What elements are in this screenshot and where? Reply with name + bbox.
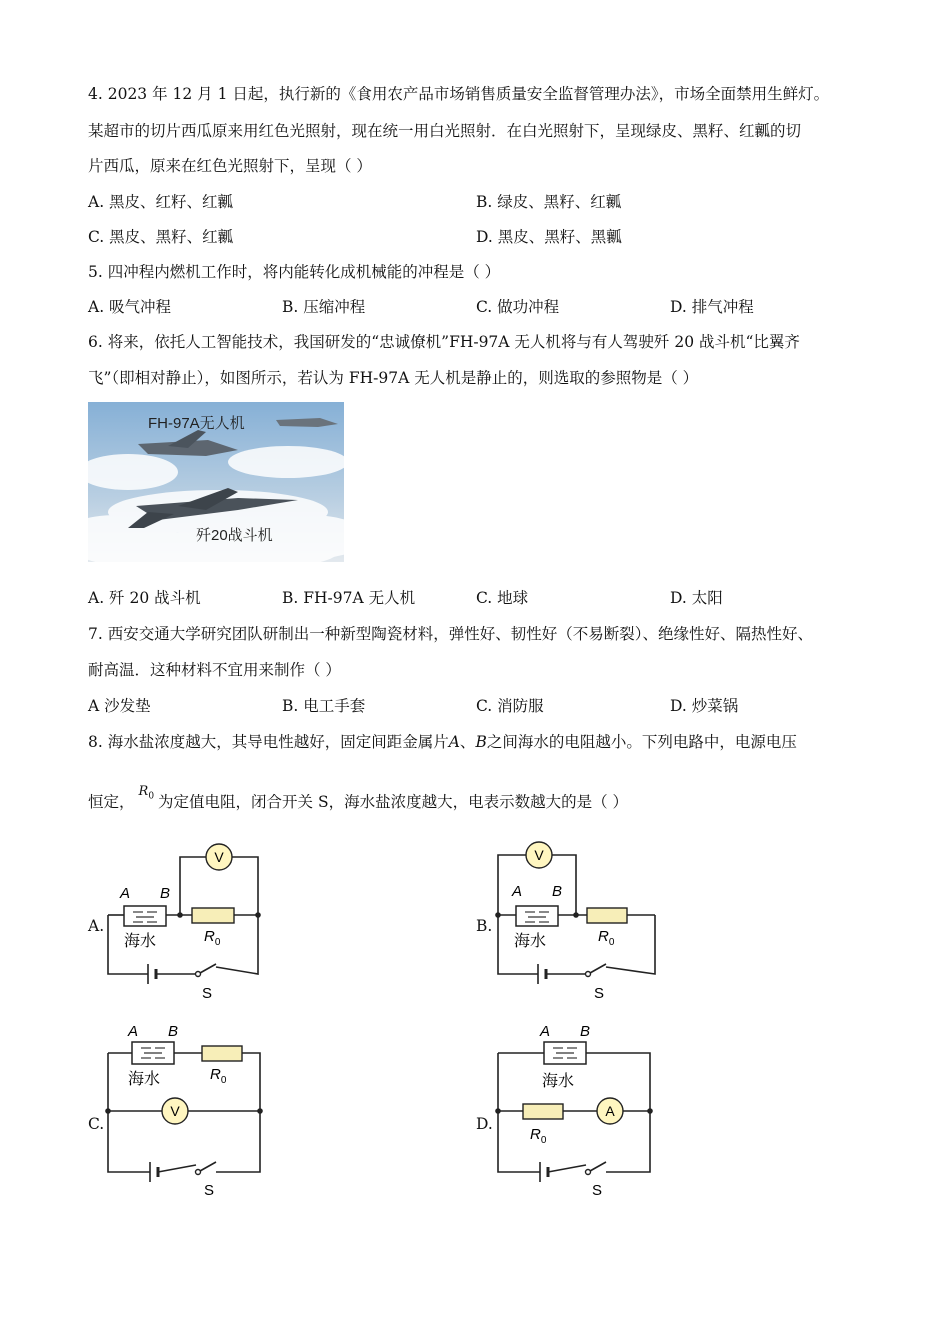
q6-line1: 6. 将来，依托人工智能技术，我国研发的“忠诚僚机”FH-97A 无人机将与有人驾驶歼 20 战斗机“比翼齐 xyxy=(88,333,800,351)
q4-option-d: D. 黑皮、黑籽、黑瓤 xyxy=(476,228,622,246)
q7-line2: 耐高温．这种材料不宜用来制作（ ） xyxy=(88,661,341,679)
q8-separator: 、 xyxy=(459,733,476,751)
q6-option-a: A. 歼 20 战斗机 xyxy=(88,589,201,607)
junction xyxy=(257,1108,263,1114)
q4-option-c: C. 黑皮、黑籽、红瓤 xyxy=(88,228,234,246)
battery xyxy=(540,1162,548,1182)
label-a: A xyxy=(120,885,131,902)
switch-label: S xyxy=(592,1182,603,1198)
q8-var-a: A xyxy=(448,733,460,751)
q4-option-a: A. 黑皮、红籽、红瓤 xyxy=(88,193,234,211)
circuit-c-letter: C. xyxy=(88,1115,105,1133)
label-a: A xyxy=(128,1023,139,1040)
q6-option-b: B. FH-97A 无人机 xyxy=(282,589,416,607)
q4-line1: 4. 2023 年 12 月 1 日起，执行新的《食用农产品市场销售质量安全监督管理办法》，市场全面禁用生鲜灯。 xyxy=(88,85,830,103)
voltmeter-label: V xyxy=(214,849,224,865)
circuit-a xyxy=(100,840,270,1005)
switch-label: S xyxy=(594,985,605,1002)
circuit-b-letter: B. xyxy=(476,917,493,935)
junction xyxy=(647,1108,653,1114)
label-b: B xyxy=(552,883,563,900)
q6-line2: 飞”（即相对静止），如图所示，若认为 FH-97A 无人机是静止的，则选取的参照物是（ ） xyxy=(88,369,699,387)
seawater-label: 海水 xyxy=(124,933,157,950)
seawater-label: 海水 xyxy=(542,1073,575,1090)
label-b: B xyxy=(160,885,171,902)
q8-line2-part1: 恒定， xyxy=(88,793,135,811)
q5-line1: 5. 四冲程内燃机工作时，将内能转化成机械能的冲程是（ ） xyxy=(88,263,501,281)
junction xyxy=(105,1108,111,1114)
r0-label: $R_0$ xyxy=(530,1126,547,1146)
r0-label: $R_0$ xyxy=(598,928,615,948)
ammeter-label: A xyxy=(605,1103,615,1119)
seawater-box xyxy=(124,906,166,926)
q7-option-a: A 沙发垫 xyxy=(88,697,151,715)
q6-option-c: C. 地球 xyxy=(476,589,529,607)
q7-option-d: D. 炒菜锅 xyxy=(670,697,739,715)
q7-option-b: B. 电工手套 xyxy=(282,697,366,715)
photo-label-fighter: 歼20战斗机 xyxy=(196,527,273,544)
circuit-a-letter: A. xyxy=(88,917,105,935)
resistor-r0 xyxy=(192,908,234,923)
aircraft-photo-svg xyxy=(88,402,344,562)
r0-label: $R_0$ xyxy=(210,1066,227,1086)
switch xyxy=(196,964,217,977)
q6-option-d: D. 太阳 xyxy=(670,589,723,607)
resistor-r0 xyxy=(523,1104,563,1119)
battery xyxy=(538,964,546,984)
junction xyxy=(255,912,261,918)
q4-line3: 片西瓜，原来在红色光照射下，呈现（ ） xyxy=(88,157,372,175)
battery xyxy=(150,1162,158,1182)
q5-option-b: B. 压缩冲程 xyxy=(282,298,366,316)
label-a: A xyxy=(540,1023,551,1040)
r0-label: $R_0$ xyxy=(204,928,221,948)
circuit-c xyxy=(100,1018,270,1198)
battery xyxy=(148,964,156,984)
q8-line2 xyxy=(88,784,629,819)
q4-line2: 某超市的切片西瓜原来用红色光照射，现在统一用白光照射．在白光照射下，呈现绿皮、黑籽、红瓤的切 xyxy=(88,122,802,140)
photo-label-drone: FH-97A无人机 xyxy=(148,415,245,432)
switch xyxy=(196,1162,217,1175)
q5-option-c: C. 做功冲程 xyxy=(476,298,560,316)
junction xyxy=(573,912,579,918)
q4-option-b: B. 绿皮、黑籽、红瓤 xyxy=(476,193,622,211)
switch-label: S xyxy=(202,985,213,1002)
label-a: A xyxy=(512,883,523,900)
q8-line1-part1: 8. 海水盐浓度越大，其导电性越好，固定间距金属片 xyxy=(88,733,449,751)
junction xyxy=(495,912,501,918)
q8-var-b: B xyxy=(475,733,487,751)
aircraft-photo xyxy=(88,402,344,562)
q8-r0-symbol: $R_0$ xyxy=(138,784,155,802)
q5-option-d: D. 排气冲程 xyxy=(670,298,754,316)
switch xyxy=(586,964,607,977)
switch xyxy=(586,1162,607,1175)
voltmeter-label: V xyxy=(170,1103,180,1119)
q7-option-c: C. 消防服 xyxy=(476,697,544,715)
seawater-label: 海水 xyxy=(128,1071,161,1088)
resistor-r0 xyxy=(587,908,627,923)
junction xyxy=(495,1108,501,1114)
q8-line2-part2: 为定值电阻，闭合开关 S，海水盐浓度越大，电表示数越大的是（ ） xyxy=(158,793,629,811)
q8-line1 xyxy=(88,732,797,752)
resistor-r0 xyxy=(202,1046,242,1061)
switch-label: S xyxy=(204,1182,215,1198)
junction xyxy=(177,912,183,918)
seawater-label: 海水 xyxy=(514,933,547,950)
q8-line1-part2: 之间海水的电阻越小。下列电路中，电源电压 xyxy=(486,733,797,751)
seawater-box xyxy=(516,906,558,926)
label-b: B xyxy=(168,1023,179,1040)
q7-line1: 7. 西安交通大学研究团队研制出一种新型陶瓷材料，弹性好、韧性好（不易断裂）、绝缘性好、隔热性好、 xyxy=(88,625,813,643)
circuit-b xyxy=(490,840,665,1005)
voltmeter-label: V xyxy=(534,847,544,863)
circuit-d-letter: D. xyxy=(476,1115,493,1133)
circuit-d xyxy=(490,1018,660,1198)
q5-option-a: A. 吸气冲程 xyxy=(88,298,172,316)
label-b: B xyxy=(580,1023,591,1040)
